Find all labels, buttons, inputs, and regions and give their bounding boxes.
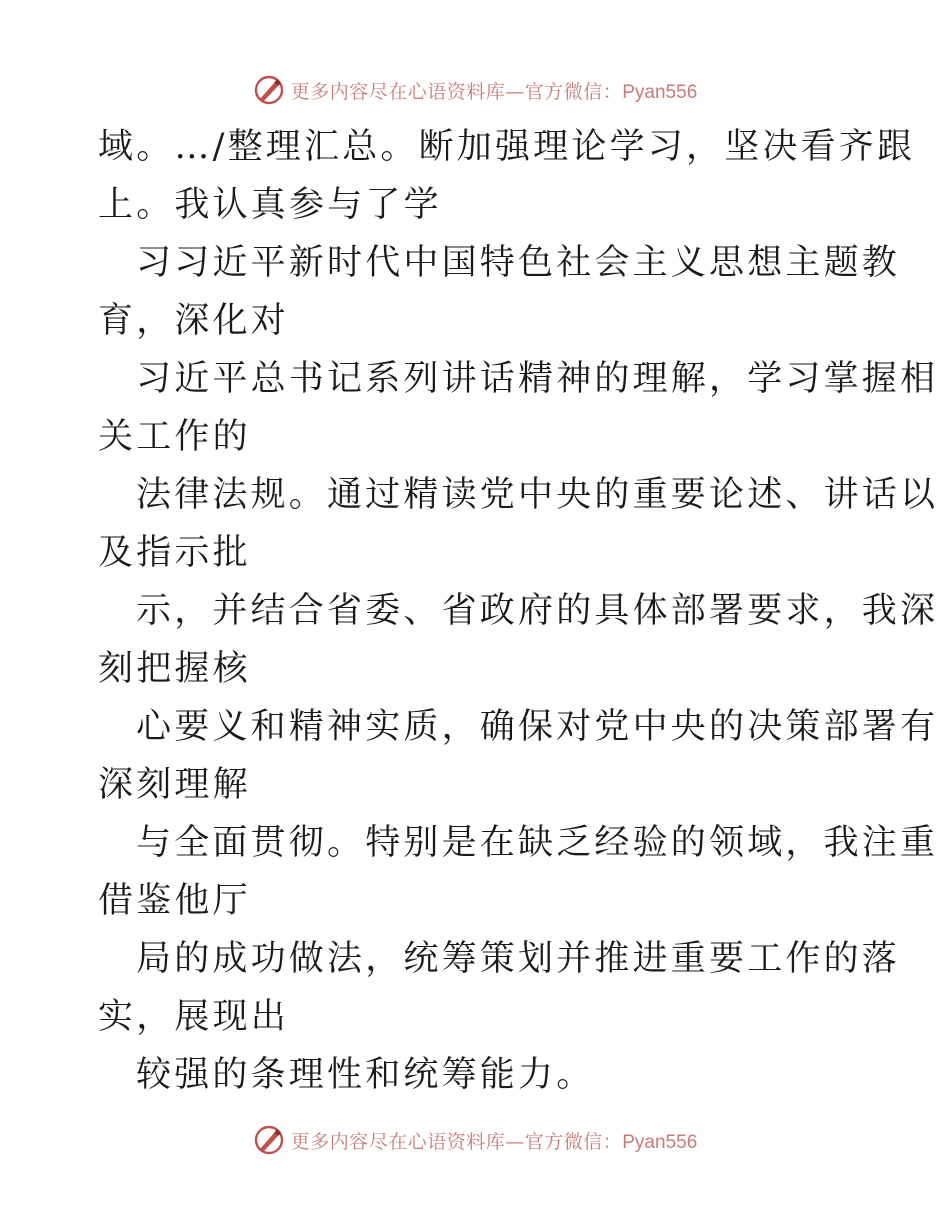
text-line: 域。…/整理汇总。断加强理论学习，坚决看齐跟 (98, 127, 916, 167)
text-line: 较强的条理性和统筹能力。 (136, 1055, 595, 1095)
watermark-wechat-id: Pyan556 (622, 81, 698, 103)
text-line: 深刻理解 (98, 765, 251, 805)
text-line: 实，展现出 (98, 997, 290, 1037)
text-line: 示，并结合省委、省政府的具体部署要求，我深 (136, 591, 939, 631)
watermark-text: 更多内容尽在心语资料库—官方微信：Pyan556 (290, 1130, 698, 1153)
text-line: 与全面贯彻。特别是在缺乏经验的领域，我注重 (136, 823, 939, 863)
text-line: 心要义和精神实质，确保对党中央的决策部署有 (136, 707, 939, 747)
text-line: 法律法规。通过精读党中央的重要论述、讲话以 (136, 475, 939, 515)
text-line: 上。我认真参与了学 (98, 185, 442, 225)
header-watermark (0, 70, 950, 110)
text-line: 刻把握核 (98, 649, 251, 689)
text-line: 习习近平新时代中国特色社会主义思想主题教 (136, 243, 901, 283)
watermark-wechat-id: Pyan556 (622, 1131, 698, 1153)
text-line: 局的成功做法，统筹策划并推进重要工作的落 (136, 939, 901, 979)
text-line: 关工作的 (98, 417, 251, 457)
watermark-text: 更多内容尽在心语资料库—官方微信：Pyan556 (290, 80, 698, 103)
footer-watermark (0, 1120, 950, 1160)
pen-logo-icon (253, 74, 285, 106)
text-line: 借鉴他厅 (98, 881, 251, 921)
document-body (98, 118, 939, 1104)
text-line: 育，深化对 (98, 301, 290, 341)
pen-logo-icon (253, 1124, 285, 1156)
text-line: 及指示批 (98, 533, 251, 573)
text-line: 习近平总书记系列讲话精神的理解，学习掌握相 (136, 359, 939, 399)
